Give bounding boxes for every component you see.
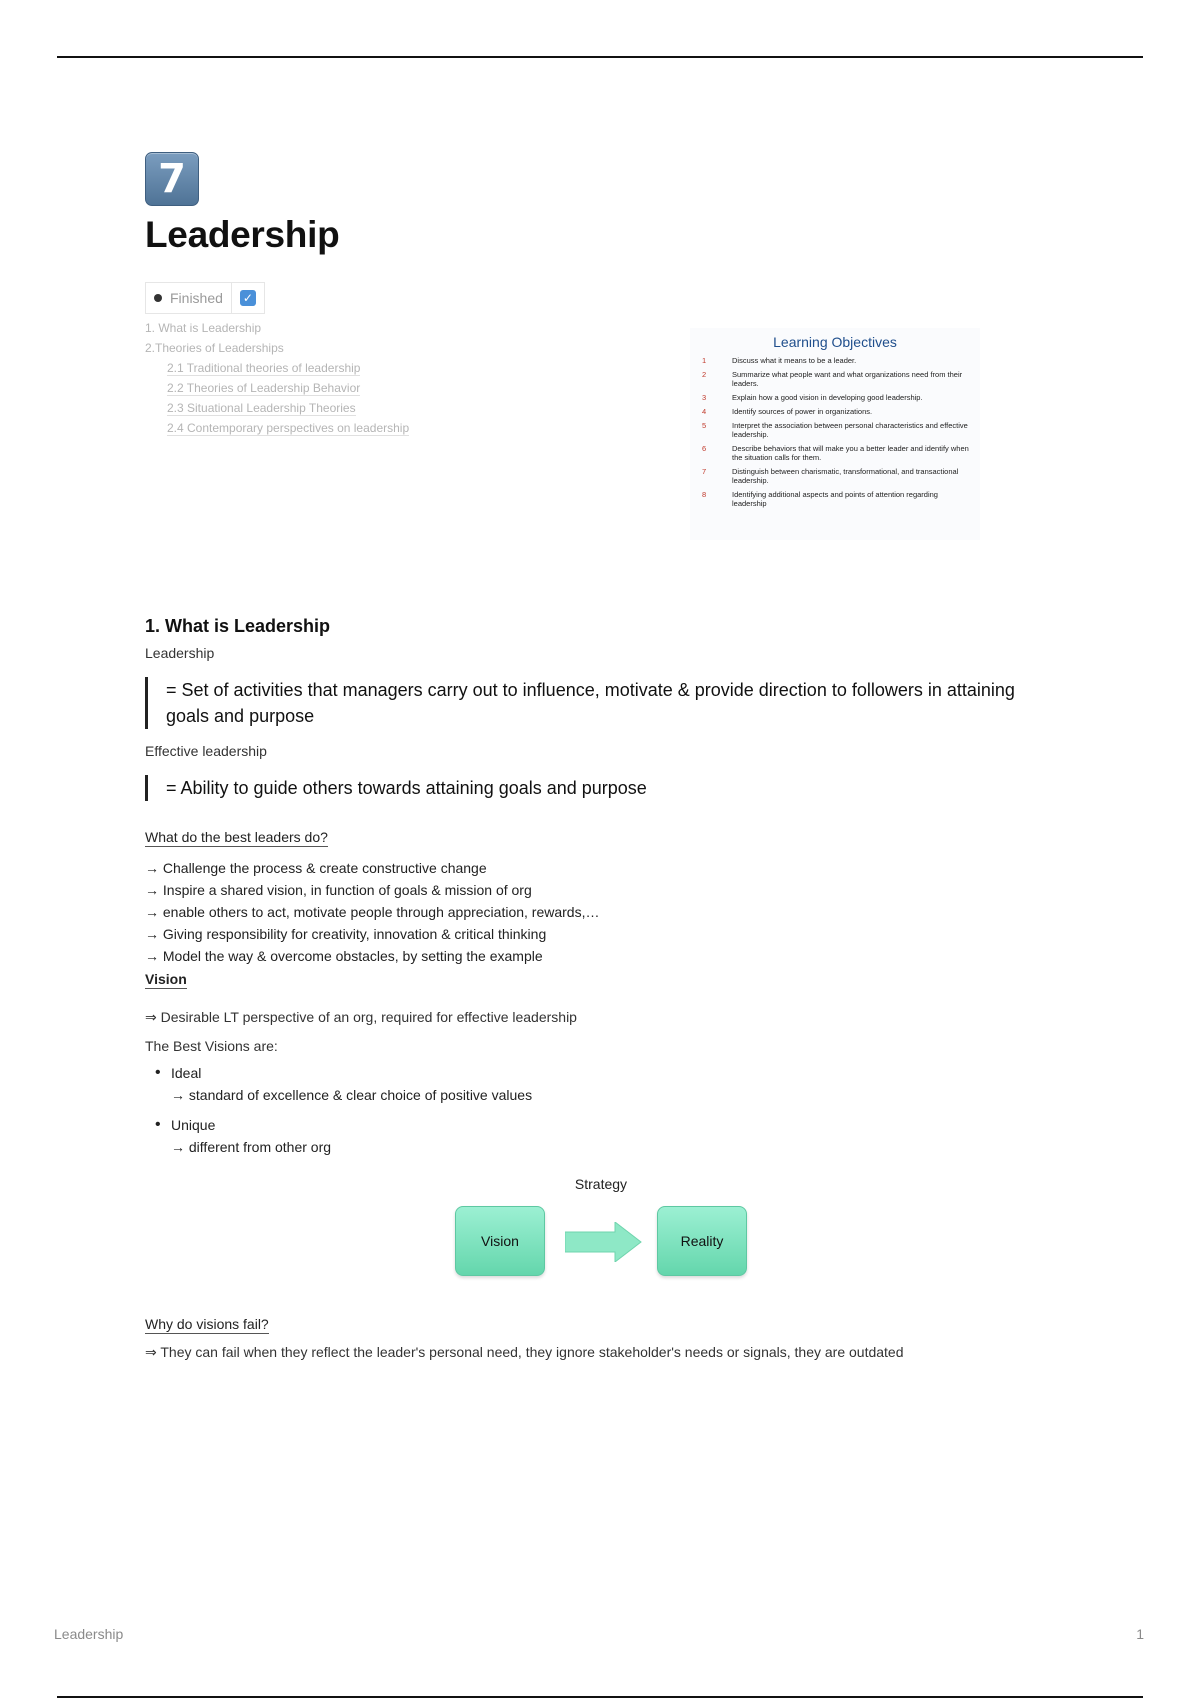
learning-objectives-image [690,328,980,540]
list-item: → enable others to act, motivate people through appreciation, rewards,… [145,904,600,920]
subheading-vision: Vision [145,971,187,987]
subheading-best-leaders: What do the best leaders do? [145,829,328,845]
page-number-icon: 7 [145,152,199,206]
section-heading: 1. What is Leadership [145,616,331,636]
header-block [145,282,1045,572]
strategy-diagram [451,1176,751,1294]
objective-item: 2 Summarize what people want and what organizations need from their leaders. [702,370,963,388]
best-visions-list [145,1062,1045,1158]
learning-objectives-title: Learning Objectives [773,334,897,350]
diagram-node-reality: Reality [657,1206,747,1276]
checkbox-checked-icon[interactable]: ✓ [240,290,256,306]
top-rule [57,56,1143,58]
best-leaders-list [145,857,1045,967]
toc-subitem[interactable]: 2.2 Theories of Leadership Behavior [167,381,361,395]
vision-definition: ⇒ Desirable LT perspective of an org, required for effective leadership [145,1009,577,1025]
objective-item: 6 Describe behaviors that will make you a better leader and identify when the situation calls for them. [702,444,969,462]
list-item: → Challenge the process & create constructive change [145,860,487,876]
list-item: → Inspire a shared vision, in function of goals & mission of org [145,882,532,898]
diagram-node-vision: Vision [455,1206,545,1276]
objective-item: 7 Distinguish between charismatic, transformational, and transactional leadership. [702,467,959,485]
objective-item: 3 Explain how a good vision in developing good leadership. [702,393,923,402]
right-arrow-icon [565,1222,645,1262]
toc-subitem[interactable]: 2.1 Traditional theories of leadership [167,361,361,375]
status-property [145,282,265,314]
objective-item: 1 Discuss what it means to be a leader. [702,356,857,365]
term-label: Effective leadership [145,743,267,759]
list-item: → Model the way & overcome obstacles, by setting the example [145,948,543,964]
checkbox-cell [231,283,264,313]
objective-item: 8 Identifying additional aspects and points of attention regarding leadership [702,490,938,508]
definition-quote: = Ability to guide others towards attaining goals and purpose [145,775,1045,801]
footer-page-number: 1 [1136,1626,1144,1642]
status-dot-icon [154,294,162,302]
toc-subitem[interactable]: 2.4 Contemporary perspectives on leadership [167,421,410,435]
status-cell [146,283,231,313]
page-title: Leadership [145,214,340,255]
toc-item[interactable]: 2.Theories of Leaderships [145,341,284,355]
list-item: • Ideal → standard of excellence & clear choice of positive values [145,1062,1045,1106]
page-content [145,152,1045,1361]
page-footer [54,1626,1144,1642]
diagram-label: Strategy [574,1176,628,1192]
status-label: Finished [170,290,223,306]
why-fail-text: ⇒ They can fail when they reflect the leader's personal need, they ignore stakeholder's needs or signals, they are outdated [145,1344,904,1360]
bottom-rule [57,1696,1143,1698]
term-label: Leadership [145,645,215,661]
definition-quote: = Set of activities that managers carry out to influence, motivate & provide direction to followers in attaining goals and purpose [145,677,1045,729]
objective-item: 5 Interpret the association between personal characteristics and effective leadership. [702,421,968,439]
best-visions-label: The Best Visions are: [145,1038,278,1054]
subheading-why-fail: Why do visions fail? [145,1316,269,1332]
objective-item: 4 Identify sources of power in organizations. [702,407,873,416]
footer-title: Leadership [54,1626,124,1642]
toc-item[interactable]: 1. What is Leadership [145,321,262,335]
list-item: → Giving responsibility for creativity, innovation & critical thinking [145,926,547,942]
list-item: • Unique → different from other org [145,1114,1045,1158]
toc-subitem[interactable]: 2.3 Situational Leadership Theories [167,401,356,415]
